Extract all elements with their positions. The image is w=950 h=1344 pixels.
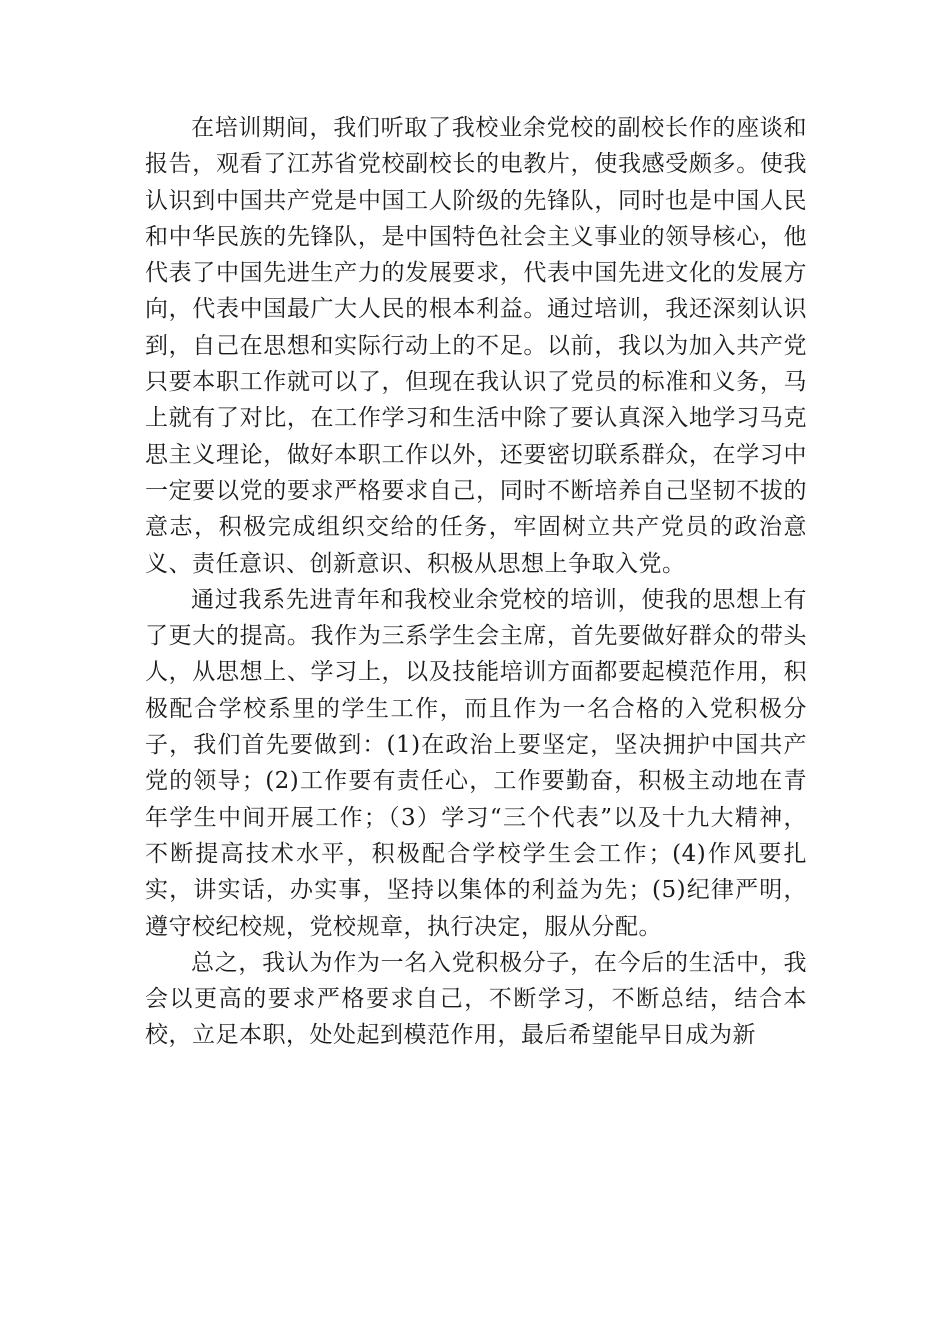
paragraph-student-union-duties: 通过我系先进青年和我校业余党校的培训，使我的思想上有了更大的提高。我作为三系学生会主席，首先要做好群众的带头人，从思想上、学习上，以及技能培训方面都要起模范作用，积极配合学校系里的学生工作，而且作为一名合格的入党积极分子，我们首先要做到：(1)在政治上要坚定，坚决拥护中国共产党的领导；(2)工作要有责任心，工作要勤奋，积极主动地在青年学生中间开展工作；（3）学习“三个代表”以及十九大精神，不断提高技术水平，积极配合学校学生会工作；(4)作风要扎实，讲实话，办实事，坚持以集体的利益为先；(5)纪律严明，遵守校纪校规，党校规章，执行决定，服从分配。 (145, 586, 807, 940)
paragraph-conclusion: 总之，我认为作为一名入党积极分子，在今后的生活中，我会以更高的要求严格要求自己，不断学习，不断总结，结合本校，立足本职，处处起到模范作用，最后希望能早日成为新 (145, 949, 807, 1049)
paragraph-training-reflection: 在培训期间，我们听取了我校业余党校的副校长作的座谈和报告，观看了江苏省党校副校长的电教片，使我感受颇多。使我认识到中国共产党是中国工人阶级的先锋队，同时也是中国人民和中华民族的先锋队，是中国特色社会主义事业的领导核心，他代表了中国先进生产力的发展要求，代表中国先进文化的发展方向，代表中国最广大人民的根本利益。通过培训，我还深刻认识到，自己在思想和实际行动上的不足。以前，我以为加入共产党只要本职工作就可以了，但现在我认识了党员的标准和义务，马上就有了对比，在工作学习和生活中除了要认真深入地学习马克思主义理论，做好本职工作以外，还要密切联系群众，在学习中一定要以党的要求严格要求自己，同时不断培养自己坚韧不拔的意志，积极完成组织交给的任务，牢固树立共产党员的政治意义、责任意识、创新意识、积极从思想上争取入党。 (145, 115, 807, 577)
document-page (145, 110, 807, 1054)
